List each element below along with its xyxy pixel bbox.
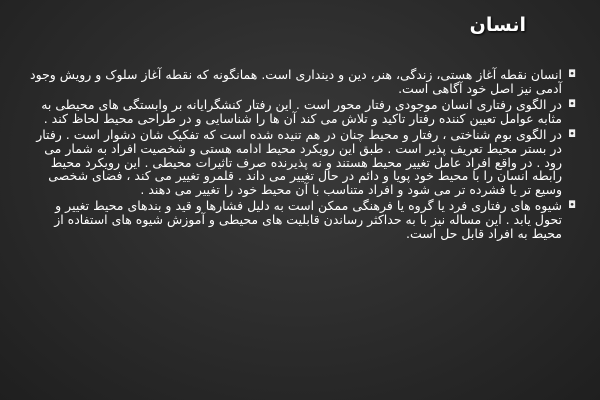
bullet-paragraph-2 — [28, 98, 576, 125]
bullet-paragraph-3 — [28, 128, 576, 196]
paragraph-text: در الگوی رفتاری انسان موجودی رفتار محور است . این رفتار کنشگرایانه بر وابستگی های محیطی به مثابه عوامل تعیین کننده رفتار تاکید و تلاش می کند آن ها را شناسایی و در طراحی محیط لحاظ کند . — [41, 97, 562, 126]
bullet-icon: ◘ — [568, 200, 576, 212]
bullet-paragraph-1 — [28, 68, 576, 95]
bullet-icon: ◘ — [568, 99, 576, 111]
paragraph-text: شیوه های رفتاری فرد یا گروه یا فرهنگی ممکن است به دلیل فشارها و قید و بندهای محیط تغییر و تحول یابد . این مساله نیز با به حداکثر رساندن قابلیت های محیطی و آموزش شیوه های استفاده از محیط به افراد قابل حل است. — [54, 198, 562, 241]
slide-title: انسان — [469, 14, 526, 36]
paragraph-text: انسان نقطه آغاز هستی، زندگی، هنر، دین و دینداری است. همانگونه که نقطه آغاز سلوک و رویش وجود آدمی نیز اصل خود آگاهی است. — [30, 67, 562, 96]
bullet-paragraph-4 — [28, 199, 576, 240]
slide-content — [28, 68, 576, 243]
paragraph-text: در الگوی بوم شناختی ، رفتار و محیط چنان در هم تنیده شده است که تفکیک شان دشوار است . رفتار در بستر محیط تعریف پذیر است . طبق این رویکرد محیط ادامه هستی و شخصیت افراد به شمار می رود . در واقع افراد عامل تغییر محیط هستند و نه پذیرنده صرف تاثیرات محیطی . این رویکرد محیط رابطه انسان را با محیط خود پویا و دائم در حال تغییر می داند . قلمرو تغییر می کند ، فضای شخصی وسیع تر یا فشرده تر می شود و افراد متناسب با آن محیط خود را تغییر می دهند . — [36, 127, 562, 197]
bullet-icon: ◘ — [568, 69, 576, 80]
bullet-icon: ◘ — [568, 129, 576, 141]
